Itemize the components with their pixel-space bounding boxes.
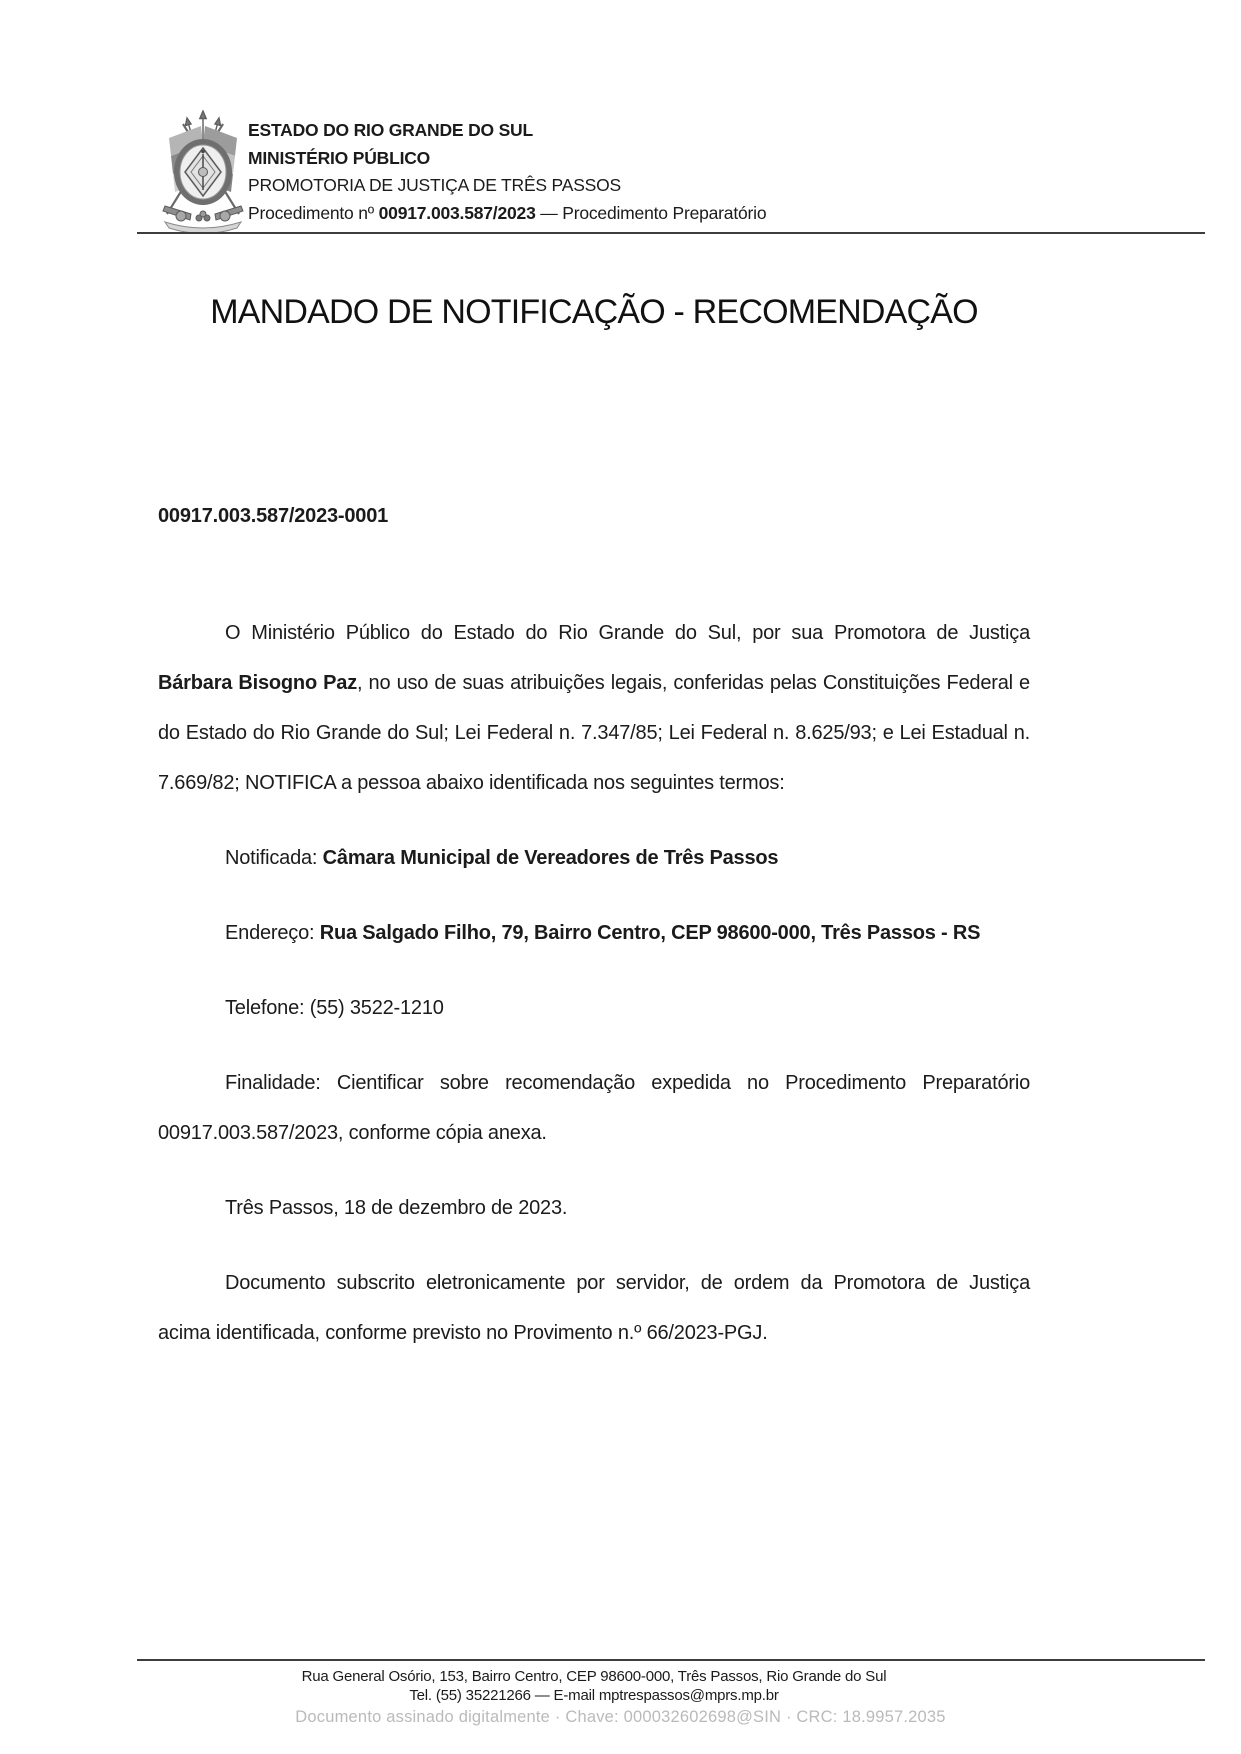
footer-contact: Tel. (55) 35221266 — E-mail mptrespassos@mprs.mp.br <box>409 1687 779 1704</box>
intro-text-2: , no uso de suas atribuições legais, conferidas pelas Constituições Federal e do Estado do Rio Grande do Sul; Lei Federal n. 7.347/85; Lei Federal n. 8.625/93; e Lei Estadual n. 7.669/82; NOTIFICA a pessoa abaixo identificada nos seguintes termos: <box>158 672 1030 794</box>
letterhead-procedure <box>248 200 766 228</box>
notified-label: Notificada: <box>225 847 323 869</box>
procedure-type: — Procedimento Preparatório <box>535 202 767 223</box>
intro-text-1: O Ministério Público do Estado do Rio Grande do Sul, por sua Promotora de Justiça <box>225 622 1030 644</box>
phone-line: Telefone: (55) 3522-1210 <box>225 997 444 1019</box>
address-label: Endereço: <box>225 922 320 944</box>
rs-coat-of-arms-logo <box>157 110 249 234</box>
letterhead-office: PROMOTORIA DE JUSTIÇA DE TRÊS PASSOS <box>248 175 622 195</box>
address-line <box>158 908 1030 958</box>
letterhead-institution: MINISTÉRIO PÚBLICO <box>248 147 431 168</box>
letterhead-state: ESTADO DO RIO GRANDE DO SUL <box>248 120 533 140</box>
letterhead <box>248 117 766 227</box>
prosecutor-name: Bárbara Bisogno Paz <box>158 672 358 694</box>
procedure-label: Procedimento nº <box>248 202 379 223</box>
footer-divider <box>137 1659 1205 1661</box>
closing-paragraph: Documento subscrito eletronicamente por servidor, de ordem da Promotora de Justiça acima identificada, conforme previsto no Provimento n.º 66/2023-PGJ. <box>158 1272 1030 1344</box>
digital-signature-line: Documento assinado digitalmente · Chave: 000032602698@SIN · CRC: 18.9957.2035 <box>295 1708 946 1726</box>
purpose-paragraph: Finalidade: Cientificar sobre recomendação expedida no Procedimento Preparatório 00917.003.587/2023, conforme cópia anexa. <box>158 1072 1030 1144</box>
footer-address: Rua General Osório, 153, Bairro Centro, CEP 98600-000, Três Passos, Rio Grande do Sul <box>301 1668 887 1685</box>
notified-value: Câmara Municipal de Vereadores de Três Passos <box>322 847 779 869</box>
document-title: MANDADO DE NOTIFICAÇÃO - RECOMENDAÇÃO <box>210 293 978 331</box>
date-line: Três Passos, 18 de dezembro de 2023. <box>225 1197 568 1219</box>
address-value: Rua Salgado Filho, 79, Bairro Centro, CEP 98600-000, Três Passos - RS <box>319 922 981 944</box>
intro-paragraph <box>158 608 1030 808</box>
case-number: 00917.003.587/2023-0001 <box>158 505 389 527</box>
document-body <box>158 608 1030 1358</box>
header-divider <box>137 232 1205 234</box>
procedure-number: 00917.003.587/2023 <box>378 202 536 223</box>
notified-line <box>158 833 1030 883</box>
